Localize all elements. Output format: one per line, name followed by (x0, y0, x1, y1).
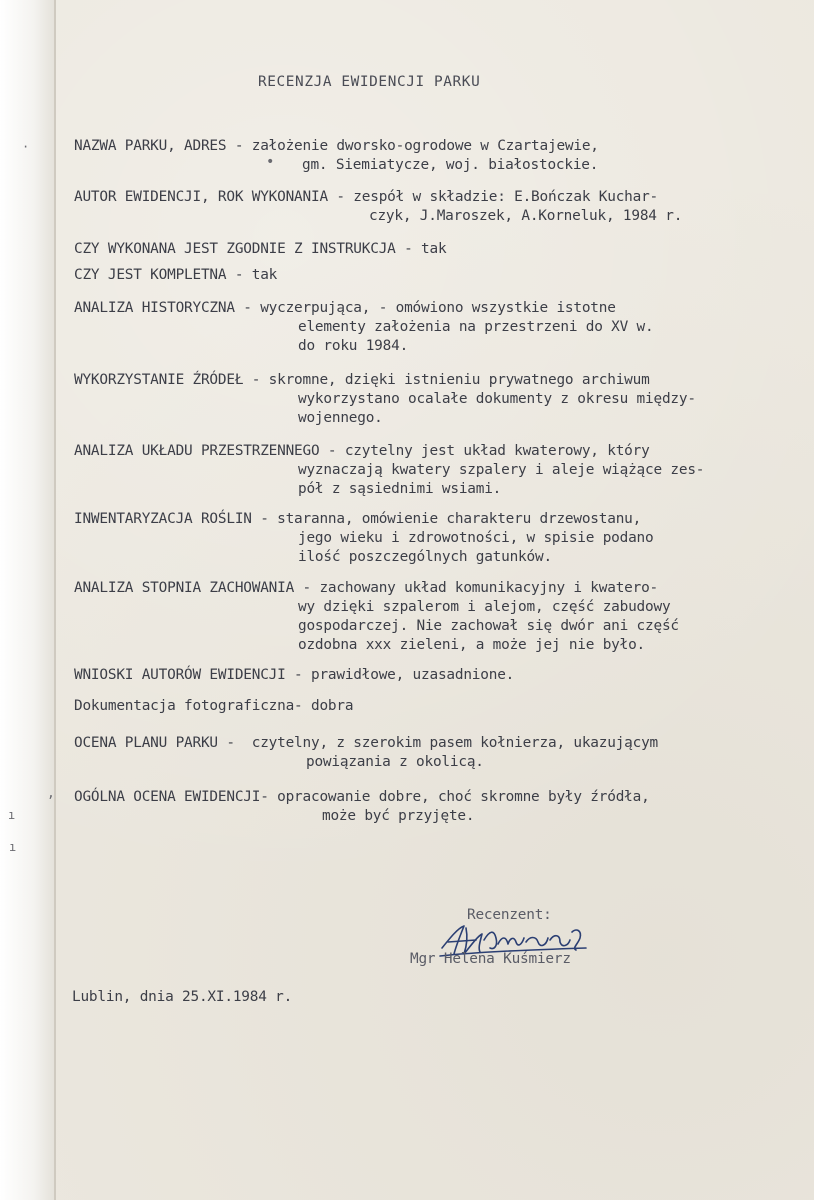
entry-analiza-hist-line: ANALIZA HISTORYCZNA - wyczerpująca, - omówiono wszystkie istotne (74, 300, 616, 316)
entry-zrodla-line: wojennego. (298, 410, 383, 426)
document-title: RECENZJA EWIDENCJI PARKU (258, 74, 481, 90)
entry-autor-line: AUTOR EWIDENCJI, ROK WYKONANIA - zespół w składzie: E.Bończak Kuchar- (74, 189, 659, 205)
entry-nazwa-line: NAZWA PARKU, ADRES - założenie dworsko-ogrodowe w Czartajewie, (74, 138, 599, 154)
margin-mark: , (47, 786, 55, 801)
strip-mark: ı (8, 808, 16, 822)
entry-zgodnie: CZY WYKONANA JEST ZGODNIE Z INSTRUKCJA - tak (74, 241, 447, 257)
entry-zachowanie-line: wy dzięki szpalerom i alejom, część zabudowy (298, 599, 671, 615)
entry-zachowanie-line: gospodarczej. Nie zachował się dwór ani część (298, 618, 679, 634)
entry-inwentaryzacja-line: INWENTARYZACJA ROŚLIN - staranna, omówienie charakteru drzewostanu, (74, 511, 642, 527)
entry-plan-line: powiązania z okolicą. (306, 754, 484, 770)
entry-ogolna-line: może być przyjęte. (322, 808, 475, 824)
entry-inwentaryzacja-line: ilość poszczególnych gatunków. (298, 549, 552, 565)
entry-dokumentacja: Dokumentacja fotograficzna- dobra (74, 698, 354, 714)
entry-analiza-hist-line: do roku 1984. (298, 338, 409, 354)
entry-kompletna: CZY JEST KOMPLETNA - tak (74, 267, 278, 283)
place-date: Lublin, dnia 25.XI.1984 r. (72, 989, 293, 1005)
entry-plan-line: OCENA PLANU PARKU - czytelny, z szerokim pasem kołnierza, ukazującym (74, 735, 659, 751)
reviewer-name: Mgr Helena Kuśmierz (410, 951, 571, 967)
strip-mark: · (22, 140, 30, 154)
entry-zrodla-line: WYKORZYSTANIE ŹRÓDEŁ - skromne, dzięki istnieniu prywatnego archiwum (74, 372, 650, 388)
entry-uklad-line: pół z sąsiednimi wsiami. (298, 481, 502, 497)
entry-uklad-line: ANALIZA UKŁADU PRZESTRZENNEGO - czytelny jest układ kwaterowy, który (74, 443, 650, 459)
entry-inwentaryzacja-line: jego wieku i zdrowotności, w spisie podano (298, 530, 654, 546)
left-paper-strip (0, 0, 56, 1200)
entry-uklad-line: wyznaczają kwatery szpalery i aleje wiążące zes- (298, 462, 705, 478)
entry-ogolna-line: OGÓLNA OCENA EWIDENCJI- opracowanie dobre, choć skromne były źródła, (74, 789, 650, 805)
reviewer-label: Recenzent: (467, 907, 552, 923)
entry-wnioski: WNIOSKI AUTORÓW EWIDENCJI - prawidłowe, uzasadnione. (74, 667, 515, 683)
entry-autor-line: czyk, J.Maroszek, A.Korneluk, 1984 r. (369, 208, 683, 224)
entry-zachowanie-line: ozdobna xxx zieleni, a może jej nie było. (298, 637, 646, 653)
entry-nazwa-line: gm. Siemiatycze, woj. białostockie. (302, 157, 599, 173)
entry-zachowanie-line: ANALIZA STOPNIA ZACHOWANIA - zachowany układ komunikacyjny i kwatero- (74, 580, 659, 596)
strip-mark: ı (9, 840, 17, 854)
bullet-mark: • (266, 154, 275, 170)
entry-zrodla-line: wykorzystano ocalałe dokumenty z okresu między- (298, 391, 696, 407)
entry-analiza-hist-line: elementy założenia na przestrzeni do XV w. (298, 319, 654, 335)
